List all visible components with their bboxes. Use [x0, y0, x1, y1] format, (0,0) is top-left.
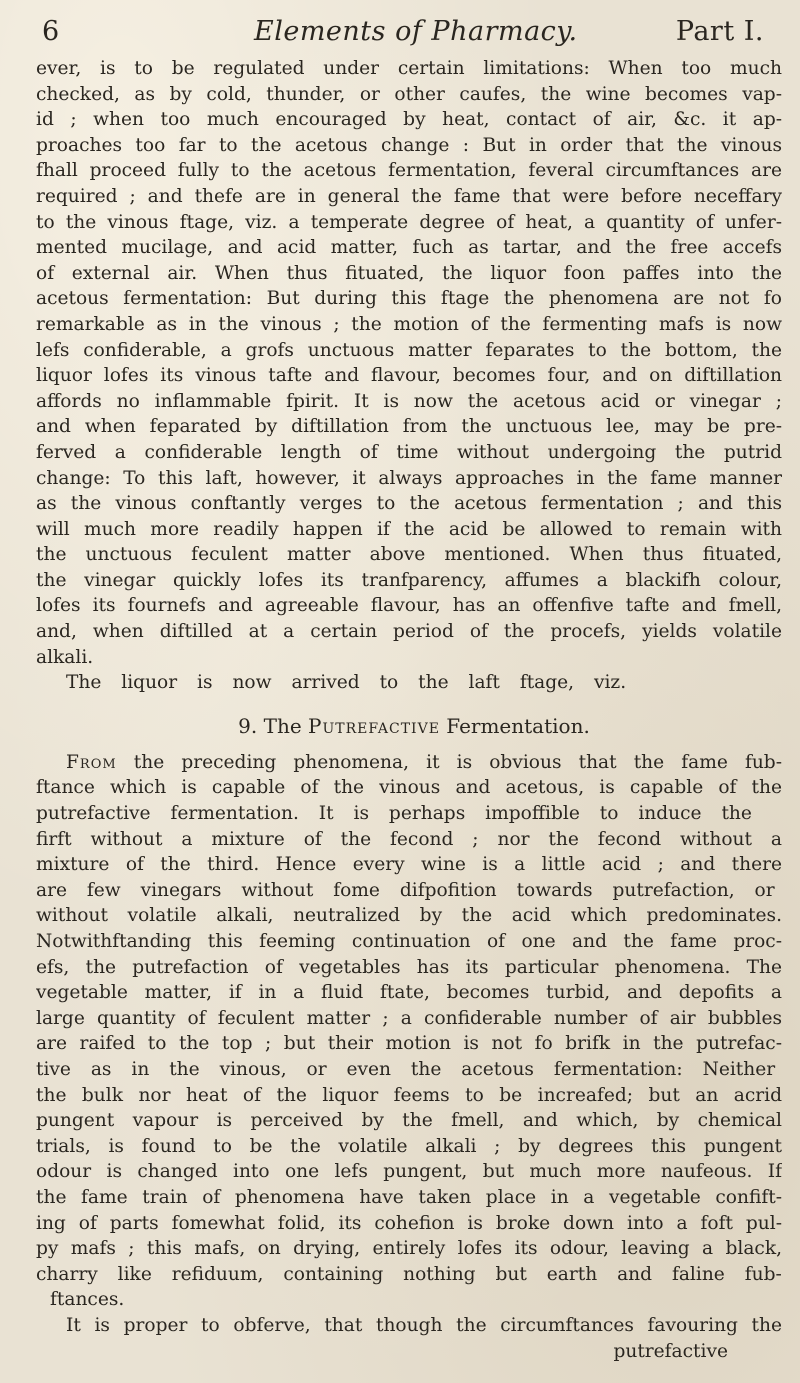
- text-line: to the vinous ftage, viz. a temperate degree of heat, a quantity of unfer-: [36, 211, 782, 233]
- opening-smallcaps: From: [66, 751, 117, 773]
- text-line: without volatile alkali, neutralized by the acid which predominates.: [36, 905, 782, 927]
- text-line: odour is changed into one lefs pungent, but much more naufeous. If: [36, 1161, 782, 1183]
- section-number: 9.: [238, 713, 258, 738]
- text-line: efs, the putrefaction of vegetables has its particular phenomena. The: [36, 956, 782, 978]
- text-line: id ; when too much encouraged by heat, contact of air, &c. it ap-: [36, 109, 782, 131]
- text-line: and, when diftilled at a certain period of the procefs, yields volatile: [36, 621, 782, 643]
- text-line: py mafs ; this mafs, on drying, entirely lofes its odour, leaving a black,: [36, 1238, 782, 1260]
- running-title: Elements of Pharmacy.: [254, 16, 578, 47]
- paragraph-3: [36, 1313, 782, 1364]
- text-line: the fame train of phenomena have taken place in a vegetable confift-: [36, 1186, 782, 1208]
- text-line: mixture of the third. Hence every wine is a little acid ; and there: [36, 854, 782, 876]
- text-line: remarkable as in the vinous ; the motion of the fermenting mafs is now: [36, 313, 782, 335]
- text-line: ever, is to be regulated under certain limitations: When too much: [36, 58, 782, 79]
- paragraph-2: [36, 750, 782, 1313]
- section-heading-post: Fermentation.: [446, 713, 590, 738]
- text-line: checked, as by cold, thunder, or other caufes, the wine becomes vap-: [36, 83, 782, 105]
- running-head: [36, 12, 782, 56]
- text-line: fhall proceed fully to the acetous fermentation, feveral circumftances are: [36, 160, 782, 182]
- text-line: pungent vapour is perceived by the fmell, and which, by chemical: [36, 1110, 782, 1132]
- part-label: Part I.: [675, 16, 764, 47]
- text-line: lefs confiderable, a grofs unctuous matter feparates to the bottom, the: [36, 339, 782, 361]
- section-heading-smallcaps: Putrefactive: [308, 713, 440, 738]
- body-text: [36, 56, 782, 1364]
- page-number: 6: [42, 16, 60, 47]
- text-line: the unctuous feculent matter above mentioned. When thus fituated,: [36, 544, 782, 566]
- text-line: ferved a confiderable length of time without undergoing the putrid: [36, 441, 782, 463]
- text-line: lofes its fournefs and agreeable flavour, has an offenfive tafte and fmell,: [36, 595, 782, 617]
- text-line: mented mucilage, and acid matter, fuch as tartar, and the free accefs: [36, 237, 782, 259]
- text-line: are few vinegars without fome difpofition towards putrefaction, or: [36, 879, 775, 901]
- text-line: Notwithftanding this feeming continuation of one and the fame proc-: [36, 931, 782, 952]
- text-line: trials, is found to be the volatile alkali ; by degrees this pungent: [36, 1135, 782, 1157]
- text-line: liquor lofes its vinous tafte and flavour, becomes four, and on diftillation: [36, 365, 782, 387]
- text-line: vegetable matter, if in a fluid ftate, becomes turbid, and depofits a: [36, 982, 782, 1004]
- text-line: the vinegar quickly lofes its tranfparency, affumes a blackifh colour,: [36, 569, 782, 591]
- paragraph-1: [36, 56, 782, 696]
- text-line: required ; and thefe are in general the fame that were before neceffary: [36, 185, 782, 207]
- text-line: are raifed to the top ; but their motion is not fo brifk in the putrefac-: [36, 1033, 782, 1055]
- paragraph-opening-line: [36, 750, 782, 776]
- section-heading: [36, 702, 782, 750]
- text-line: firft without a mixture of the fecond ; nor the fecond without a: [36, 828, 782, 850]
- text-line: proaches too far to the acetous change : But in order that the vinous: [36, 134, 782, 156]
- text-line: will much more readily happen if the acid be allowed to remain with: [36, 518, 782, 540]
- text-line: as the vinous conftantly verges to the acetous fermentation ; and this: [36, 493, 782, 515]
- text-line: ftance which is capable of the vinous and acetous, is capable of the: [36, 777, 782, 799]
- text-line: and when feparated by diftillation from the unctuous lee, may be pre-: [36, 416, 782, 438]
- text-line: acetous fermentation: But during this ftage the phenomena are not fo: [36, 288, 782, 310]
- text-line: ing of parts fomewhat folid, its cohefion is broke down into a foft pul-: [36, 1212, 782, 1234]
- text-line: large quantity of feculent matter ; a confiderable number of air bubbles: [36, 1007, 782, 1029]
- paragraph-closing-line: The liquor is now arrived to the laft ftage, viz.: [66, 672, 627, 694]
- section-heading-pre: The: [263, 713, 302, 738]
- catchword: putrefactive: [613, 1340, 728, 1362]
- text-line: tive as in the vinous, or even the acetous fermentation: Neither: [36, 1058, 776, 1080]
- text-line: the bulk nor heat of the liquor feems to be increafed; but an acrid: [36, 1084, 782, 1106]
- text-line: ftances.: [50, 1289, 125, 1311]
- text-line: charry like refiduum, containing nothing but earth and faline fub-: [36, 1263, 782, 1285]
- text-line: of external air. When thus fituated, the liquor foon paffes into the: [36, 262, 782, 284]
- opening-rest: the preceding phenomena, it is obvious that the fame fub-: [133, 751, 782, 773]
- text-line: affords no inflammable fpirit. It is now the acetous acid or vinegar ;: [36, 390, 782, 412]
- text-line: alkali.: [36, 646, 94, 668]
- paragraph-opening-line: It is proper to obferve, that though the circumftances favouring the: [66, 1314, 782, 1336]
- text-line: putrefactive fermentation. It is perhaps impoffible to induce the: [36, 803, 752, 825]
- text-line: change: To this laft, however, it always approaches in the fame manner: [36, 467, 782, 489]
